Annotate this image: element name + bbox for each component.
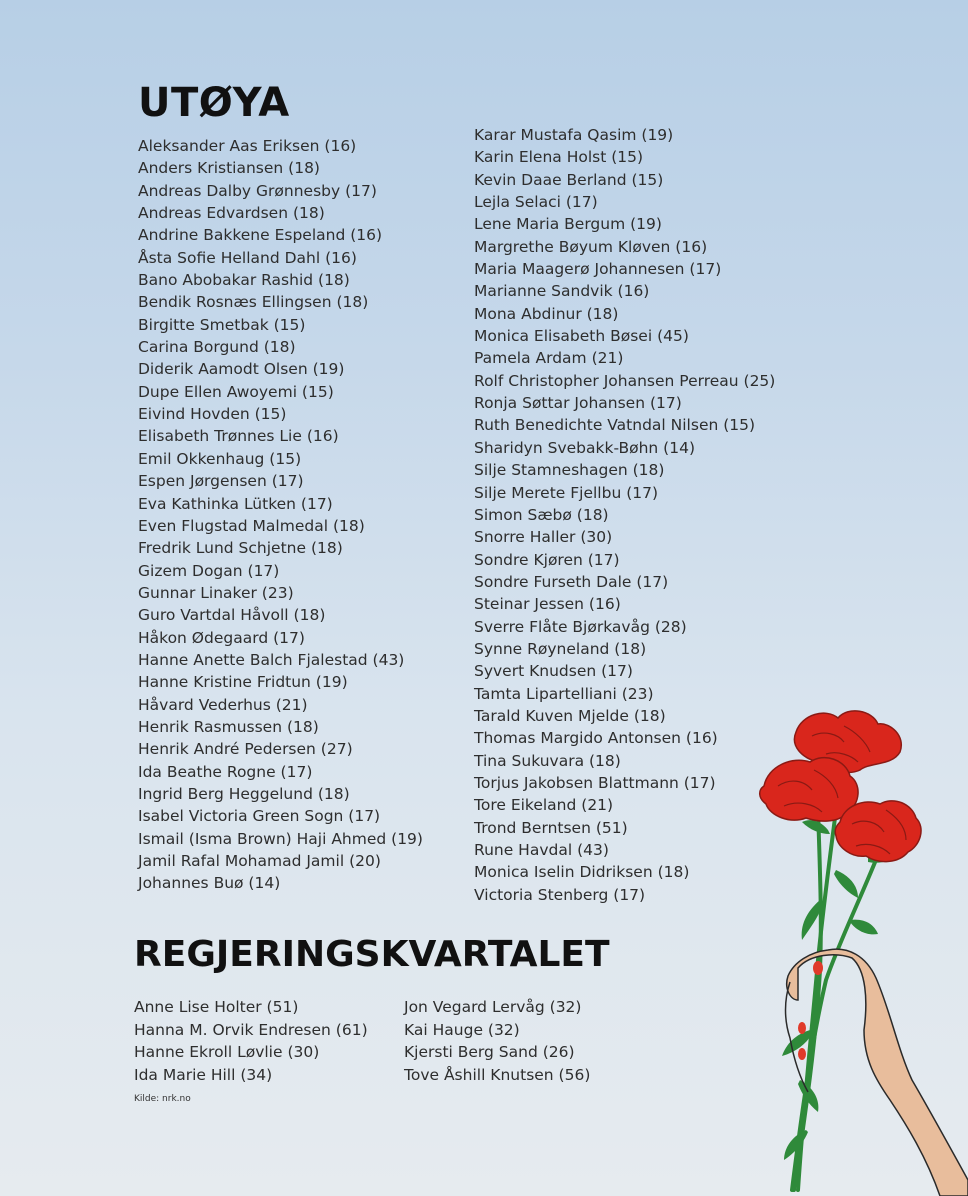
victim-name: Sharidyn Svebakk-Bøhn (14) bbox=[474, 438, 695, 457]
victim-name: Jon Vegard Lervåg (32) bbox=[404, 998, 582, 1016]
victim-name: Carina Borgund (18) bbox=[138, 338, 296, 357]
victim-name: Lejla Selaci (17) bbox=[474, 193, 598, 212]
victim-name: Gunnar Linaker (23) bbox=[138, 583, 294, 602]
victim-name: Andreas Edvardsen (18) bbox=[138, 204, 325, 223]
victim-name: Anders Kristiansen (18) bbox=[138, 159, 320, 178]
victim-name: Steinar Jessen (16) bbox=[474, 595, 621, 614]
victim-name: Ida Beathe Rogne (17) bbox=[138, 762, 313, 781]
victim-name: Hanne Ekroll Løvlie (30) bbox=[134, 1043, 320, 1061]
regjeringskvartalet-heading: REGJERINGSKVARTALET bbox=[134, 934, 610, 975]
victim-name: Henrik André Pedersen (27) bbox=[138, 740, 353, 759]
hand-holding-carnations-icon bbox=[740, 700, 968, 1196]
victim-name: Tove Åshill Knutsen (56) bbox=[404, 1065, 591, 1084]
victim-name: Sverre Flåte Bjørkavåg (28) bbox=[474, 617, 687, 636]
victim-name: Snorre Haller (30) bbox=[474, 528, 613, 547]
victim-name: Tarald Kuven Mjelde (18) bbox=[474, 706, 666, 725]
victim-name: Victoria Stenberg (17) bbox=[474, 885, 646, 904]
victim-name: Espen Jørgensen (17) bbox=[138, 472, 304, 491]
victim-name: Pamela Ardam (21) bbox=[474, 349, 624, 368]
victim-name: Monica Iselin Didriksen (18) bbox=[474, 863, 690, 882]
victim-name: Silje Merete Fjellbu (17) bbox=[474, 483, 659, 502]
victim-name: Rolf Christopher Johansen Perreau (25) bbox=[474, 371, 776, 390]
victim-name: Eivind Hovden (15) bbox=[138, 405, 287, 424]
utoya-names-left-column bbox=[138, 135, 423, 895]
victim-name: Dupe Ellen Awoyemi (15) bbox=[138, 382, 334, 401]
victim-name: Elisabeth Trønnes Lie (16) bbox=[138, 427, 339, 446]
victim-name: Isabel Victoria Green Sogn (17) bbox=[138, 807, 381, 826]
carnation-flower bbox=[835, 801, 921, 862]
victim-name: Åsta Sofie Helland Dahl (16) bbox=[138, 248, 357, 267]
victim-name: Bano Abobakar Rashid (18) bbox=[138, 271, 350, 290]
victim-name: Eva Kathinka Lütken (17) bbox=[138, 494, 333, 513]
victim-name: Anne Lise Holter (51) bbox=[134, 998, 299, 1016]
source-credit: Kilde: nrk.no bbox=[134, 1094, 191, 1104]
victim-name: Ingrid Berg Heggelund (18) bbox=[138, 784, 350, 803]
victim-name: Karin Elena Holst (15) bbox=[474, 148, 644, 167]
victim-name: Ismail (Isma Brown) Haji Ahmed (19) bbox=[138, 829, 423, 848]
utoya-heading: UTØYA bbox=[138, 80, 290, 126]
victim-name: Håvard Vederhus (21) bbox=[138, 695, 308, 714]
victim-name: Sondre Kjøren (17) bbox=[474, 550, 620, 569]
victim-name: Silje Stamneshagen (18) bbox=[474, 461, 665, 480]
victim-name: Tina Sukuvara (18) bbox=[474, 751, 621, 770]
utoya-names-right-column bbox=[474, 124, 775, 906]
victim-name: Johannes Buø (14) bbox=[138, 874, 281, 893]
victim-name: Ronja Søttar Johansen (17) bbox=[474, 394, 682, 413]
victim-name: Kjersti Berg Sand (26) bbox=[404, 1043, 575, 1061]
victim-name: Emil Okkenhaug (15) bbox=[138, 449, 302, 468]
victim-name: Even Flugstad Malmedal (18) bbox=[138, 516, 365, 535]
victim-name: Andrine Bakkene Espeland (16) bbox=[138, 226, 383, 245]
victim-name: Rune Havdal (43) bbox=[474, 841, 609, 859]
victim-name: Aleksander Aas Eriksen (16) bbox=[138, 137, 357, 155]
victim-name: Fredrik Lund Schjetne (18) bbox=[138, 539, 343, 558]
victim-name: Trond Berntsen (51) bbox=[474, 818, 628, 837]
victim-name: Hanna M. Orvik Endresen (61) bbox=[134, 1020, 368, 1039]
victim-name: Ruth Benedichte Vatndal Nilsen (15) bbox=[474, 416, 756, 435]
victim-name: Andreas Dalby Grønnesby (17) bbox=[138, 181, 377, 200]
hand-icon bbox=[786, 949, 968, 1196]
victim-name: Maria Maagerø Johannesen (17) bbox=[474, 260, 722, 279]
victim-name: Tamta Lipartelliani (23) bbox=[474, 684, 654, 703]
victim-name: Håkon Ødegaard (17) bbox=[138, 628, 305, 647]
victim-name: Bendik Rosnæs Ellingsen (18) bbox=[138, 293, 369, 312]
victim-name: Mona Abdinur (18) bbox=[474, 304, 619, 323]
victim-name: Hanne Anette Balch Fjalestad (43) bbox=[138, 650, 405, 669]
victim-name: Simon Sæbø (18) bbox=[474, 505, 609, 524]
victim-name: Jamil Rafal Mohamad Jamil (20) bbox=[138, 852, 381, 870]
victim-name: Gizem Dogan (17) bbox=[138, 561, 280, 580]
victim-name: Margrethe Bøyum Kløven (16) bbox=[474, 237, 708, 256]
victim-name: Guro Vartdal Håvoll (18) bbox=[138, 606, 326, 625]
victim-name: Syvert Knudsen (17) bbox=[474, 662, 633, 681]
victim-name: Kai Hauge (32) bbox=[404, 1020, 520, 1039]
victim-name: Diderik Aamodt Olsen (19) bbox=[138, 360, 345, 379]
regjeringskvartalet-names-right-column bbox=[404, 996, 590, 1086]
victim-name: Ida Marie Hill (34) bbox=[134, 1065, 273, 1084]
victim-name: Birgitte Smetbak (15) bbox=[138, 315, 306, 334]
victim-name: Monica Elisabeth Bøsei (45) bbox=[474, 327, 689, 346]
victim-name: Sondre Furseth Dale (17) bbox=[474, 572, 669, 591]
victim-name: Synne Røyneland (18) bbox=[474, 639, 647, 658]
regjeringskvartalet-names-left-column bbox=[134, 996, 368, 1086]
carnation-flower bbox=[760, 758, 858, 822]
victim-name: Marianne Sandvik (16) bbox=[474, 282, 650, 301]
victim-name: Tore Eikeland (21) bbox=[474, 796, 614, 815]
victim-name: Kevin Daae Berland (15) bbox=[474, 170, 664, 189]
victim-name: Lene Maria Bergum (19) bbox=[474, 215, 662, 234]
victim-name: Hanne Kristine Fridtun (19) bbox=[138, 673, 348, 692]
victim-name: Torjus Jakobsen Blattmann (17) bbox=[474, 773, 716, 792]
victim-name: Thomas Margido Antonsen (16) bbox=[474, 729, 718, 748]
victim-name: Karar Mustafa Qasim (19) bbox=[474, 126, 674, 144]
victim-name: Henrik Rasmussen (18) bbox=[138, 717, 319, 736]
